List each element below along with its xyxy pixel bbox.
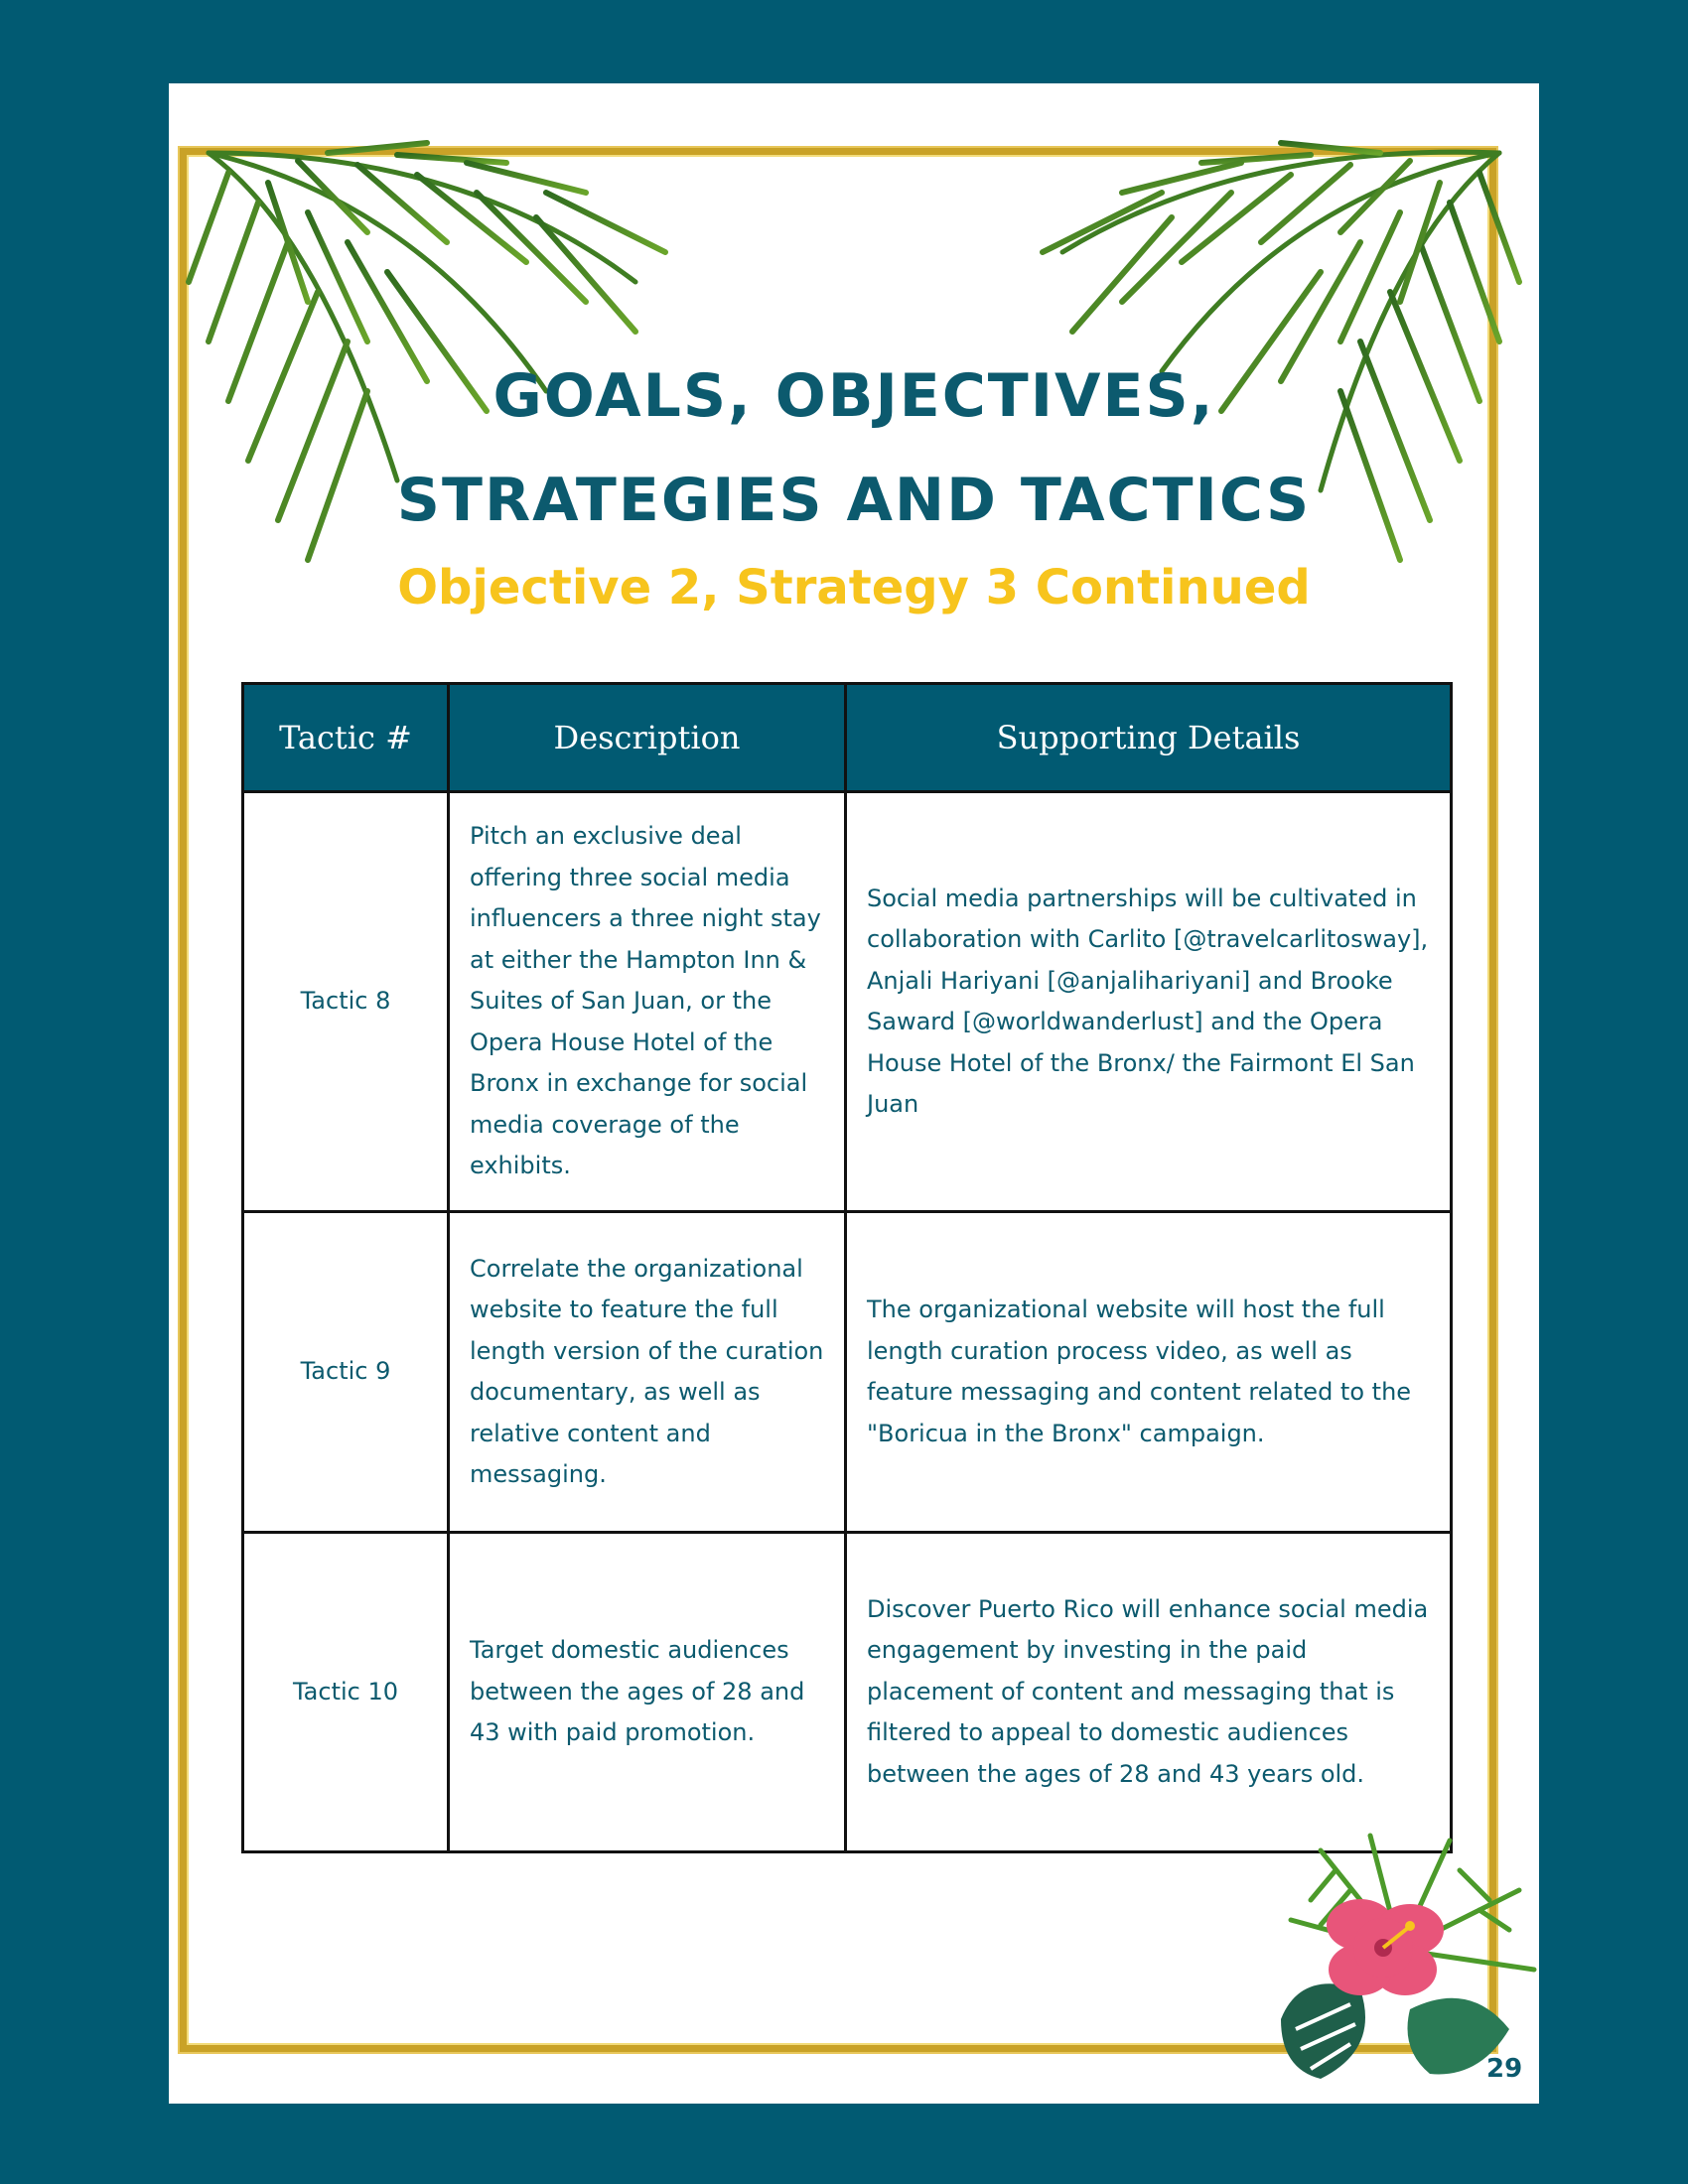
column-header-supporting-details: Supporting Details	[846, 684, 1452, 792]
tactic-number: Tactic 9	[243, 1212, 449, 1533]
column-header-description: Description	[449, 684, 846, 792]
tactic-supporting-details: Discover Puerto Rico will enhance social media engagement by investing in the paid placement of content and messaging that is filtered to appeal to domestic audiences between the ages of 28 and 43 years old.	[846, 1533, 1452, 1852]
tactic-supporting-details: The organizational website will host the full length curation process video, as well as feature messaging and content related to the "Boricua in the Bronx" campaign.	[846, 1212, 1452, 1533]
table-header-row	[243, 684, 1452, 792]
tactics-table	[241, 682, 1453, 1853]
table-row	[243, 1212, 1452, 1533]
page-title-line-1: GOALS, OBJECTIVES,	[492, 361, 1215, 431]
tactic-description: Target domestic audiences between the ages of 28 and 43 with paid promotion.	[449, 1533, 846, 1852]
tactic-number: Tactic 8	[243, 792, 449, 1212]
column-header-tactic: Tactic #	[243, 684, 449, 792]
page-number: 29	[1486, 2054, 1523, 2084]
tactic-number: Tactic 10	[243, 1533, 449, 1852]
tactic-supporting-details: Social media partnerships will be cultivated in collaboration with Carlito [@travelcarlitosway], Anjali Hariyani [@anjalihariyani] and Brooke Saward [@worldwanderlust] and the Opera House Hotel of the Bronx/ the Fairmont El San Juan	[846, 792, 1452, 1212]
tactic-description: Pitch an exclusive deal offering three social media influencers a three night stay at either the Hampton Inn & Suites of San Juan, or the Opera House Hotel of the Bronx in exchange for social media coverage of the exhibits.	[449, 792, 846, 1212]
page-title-line-2: STRATEGIES AND TACTICS	[396, 466, 1312, 535]
page-subtitle: Objective 2, Strategy 3 Continued	[397, 560, 1311, 615]
tactic-description: Correlate the organizational website to feature the full length version of the curation documentary, as well as relative content and messaging.	[449, 1212, 846, 1533]
table-row	[243, 792, 1452, 1212]
document-page	[169, 83, 1539, 2104]
table-row	[243, 1533, 1452, 1852]
